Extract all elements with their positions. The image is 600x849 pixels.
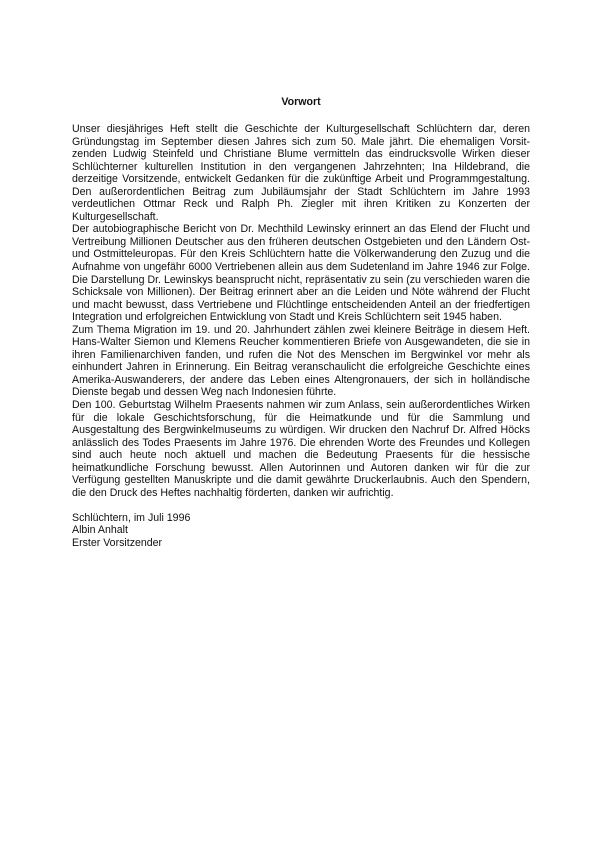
signature-block (72, 512, 530, 550)
signature-place-date: Schlüchtern, im Juli 1996 (72, 511, 191, 524)
signature-name: Albin Anhalt (72, 524, 128, 537)
signature-role: Erster Vorsitzender (72, 537, 163, 549)
document-page (72, 96, 530, 550)
paragraph-2: Der autobiographische Bericht von Dr. Mechthild Lewinsky erinnert an das Elend der Flucht und Vertreibung Millionen Deutscher aus den früheren deutschen Ostgebieten und den Ländern Ost- und Ostmitteleuropas. Für den Kreis Schlüchtern hatte die Völkerwanderung den Zuzug und die Aufnahme von ungefähr 6000 Vertriebenen allein aus dem Sudetenland im Jahre 1946 zur Folge. Die Darstellung Dr. Lewinskys beansprucht nicht, repräsentativ zu sein (zu verschieden waren die Schicksale von Millionen). Der Beitrag erinnert aber an die Leiden und Nöte während der Flucht und macht bewusst, dass Vertriebene und Flüchtlinge entscheidenden Anteil an der friedfertigen Integration und erfolgreichen Entwicklung von Stadt und Kreis Schlüchtern seit 1945 haben. (72, 223, 530, 324)
document-title: Vorwort (281, 96, 321, 108)
paragraph-4: Den 100. Geburtstag Wilhelm Praesents nahmen wir zum Anlass, sein außerordentliches Wirken für die lokale Geschichtsforschung, für die Heimatkunde und für die Sammlung und Ausgestaltung des Bergwinkelmuseums zu würdigen. Wir drucken den Nachruf Dr. Alfred Höcks anlässlich des Todes Praesents im Jahre 1976. Die ehrenden Worte des Freundes und Kollegen sind auch heute noch aktuell und machen die Bedeutung Praesents für die hessische heimatkundliche Forschung bewusst. Allen Autorinnen und Autoren danken wir für die zur Verfügung gestellten Manuskripte und die damit gewährte Druckerlaubnis. Auch den Spendern, die den Druck des Heftes nachhaltig förderten, danken wir aufrichtig. (72, 399, 530, 499)
paragraph-1: Unser diesjähriges Heft stellt die Geschichte der Kulturgesellschaft Schlüchtern dar, deren Gründungstag im September diesen Jahres sich zum 50. Male jährt. Die ehemaligen Vorsitzenden Ludwig Steinfeld und Christiane Blume vermitteln das eindrucksvolle Wirken dieser Schlüchterner kulturellen Institution in den vergangenen Jahrzehnten; Ina Hildebrand, die derzeitige Vorsitzende, entwickelt Gedanken für die zukünftige Arbeit und Programmgestaltung. Den außerordentlichen Beitrag zum Jubiläumsjahr der Stadt Schlüchtern im Jahre 1993 verdeutlichen Ottmar Reck und Ralph Ph. Ziegler mit ihren Kritiken zu Konzerten der Kulturgesellschaft. (72, 123, 530, 223)
paragraph-3: Zum Thema Migration im 19. und 20. Jahrhundert zählen zwei kleinere Beiträge in diesem Heft. Hans-Walter Siemon und Klemens Reucher kommentieren Briefe von Ausgewandeten, die sie in ihren Familienarchiven fanden, und rufen die Not des Menschen im Bergwinkel vor mehr als einhundert Jahren in Erinnerung. Ein Beitrag veranschaulicht die erfolgreiche Geschichte eines Amerika-Auswanderers, der andere das Leben eines Altengronauers, der sich in holländische Dienste begab und dessen Weg nach Indonesien führte. (72, 323, 530, 399)
